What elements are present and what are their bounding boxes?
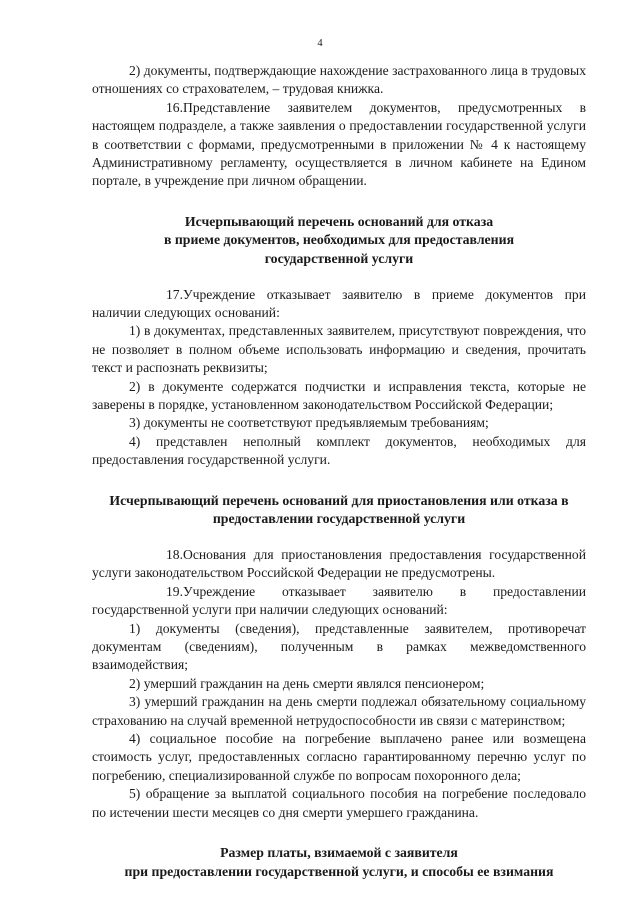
- paragraph-text: 3) документы не соответствуют предъявляемым требованиям;: [129, 415, 489, 431]
- paragraph-text: 5) обращение за выплатой социального пособия на погребение последовало по истечении шести месяцев со дня смерти умершего гражданина.: [92, 786, 586, 820]
- section-heading-line: в приеме документов, необходимых для предоставления: [163, 232, 515, 248]
- list-item: [92, 730, 586, 785]
- spacer: [92, 191, 586, 213]
- paragraph-text: 2) документы, подтверждающие нахождение застрахованного лица в трудовых отношениях со страхователем, – трудовая книжка.: [92, 63, 586, 97]
- numbered-paragraph: [92, 546, 586, 583]
- numbered-paragraph: [92, 99, 586, 191]
- section-heading-line: Размер платы, взимаемой с заявителя: [220, 844, 458, 860]
- page-number: 4: [317, 38, 323, 49]
- section-heading: [92, 492, 586, 529]
- paragraph-number: 18.: [166, 546, 183, 562]
- list-item: [92, 785, 586, 822]
- list-item: [92, 433, 586, 470]
- section-heading: [92, 844, 586, 881]
- paragraph-text: 4) социальное пособие на погребение выплачено ранее или возмещена стоимость услуг, предоставленных согласно гарантированному перечню услуг по погребению, специализированной службе по вопросам похоронного дела;: [92, 730, 586, 783]
- numbered-paragraph: [92, 286, 586, 323]
- paragraph-text: Представление заявителем документов, предусмотренных в настоящем подразделе, а также заявления о предоставлении государственной услуги в соответствии с формами, предусмотренными в приложении № 4 к настоящему Административному регламенту, осуществляется в личном кабинете на Едином портале, в учреждение при личном обращении.: [92, 99, 586, 189]
- spacer: [92, 470, 586, 492]
- list-item: [92, 693, 586, 730]
- section-heading-line: при предоставлении государственной услуги, и способы ее взимания: [124, 863, 554, 879]
- list-item: [92, 620, 586, 675]
- document-body: [92, 62, 586, 881]
- numbered-paragraph: [92, 583, 586, 620]
- spacer: [92, 269, 586, 286]
- paragraph-number: 17.: [166, 286, 183, 302]
- list-item: [92, 62, 586, 99]
- section-heading-line: предоставлении государственной услуги: [212, 511, 466, 527]
- list-item: [92, 414, 586, 432]
- paragraph-text: 2) умерший гражданин на день смерти являлся пенсионером;: [129, 675, 485, 691]
- paragraph-text: 3) умерший гражданин на день смерти подлежал обязательному социальному страхованию на случай временной нетрудоспособности ив связи с материнством;: [92, 694, 586, 728]
- paragraph-text: 4) представлен неполный комплект документов, необходимых для предоставления государственной услуги.: [92, 433, 586, 468]
- section-heading-line: государственной услуги: [264, 251, 414, 267]
- section-heading-line: Исчерпывающий перечень оснований для приостановления или отказа в: [109, 492, 569, 508]
- list-item: [92, 675, 586, 693]
- list-item: [92, 322, 586, 377]
- section-heading: [92, 213, 586, 269]
- paragraph-number: 19.: [166, 583, 183, 599]
- paragraph-number: 16.: [166, 99, 183, 115]
- spacer: [92, 822, 586, 844]
- spacer: [92, 529, 586, 546]
- paragraph-text: Учреждение отказывает заявителю в предоставлении государственной услуги при наличии следующих оснований:: [92, 583, 586, 618]
- paragraph-text: Учреждение отказывает заявителю в приеме документов при наличии следующих оснований:: [92, 286, 586, 321]
- section-heading-line: Исчерпывающий перечень оснований для отказа: [184, 213, 494, 229]
- paragraph-text: Основания для приостановления предоставления государственной услуги законодательством Российской Федерации не предусмотрены.: [92, 546, 586, 581]
- list-item: [92, 378, 586, 415]
- paragraph-text: 2) в документе содержатся подчистки и исправления текста, которые не заверены в порядке, установленном законодательством Российской Федерации;: [92, 378, 586, 413]
- paragraph-text: 1) в документах, представленных заявителем, присутствуют повреждения, что не позволяет в полном объеме использовать информацию и сведения, прочитать текст и распознать реквизиты;: [92, 323, 586, 376]
- paragraph-text: 1) документы (сведения), представленные заявителем, противоречат документам (сведениям), полученным в рамках межведомственного взаимодействия;: [92, 620, 586, 673]
